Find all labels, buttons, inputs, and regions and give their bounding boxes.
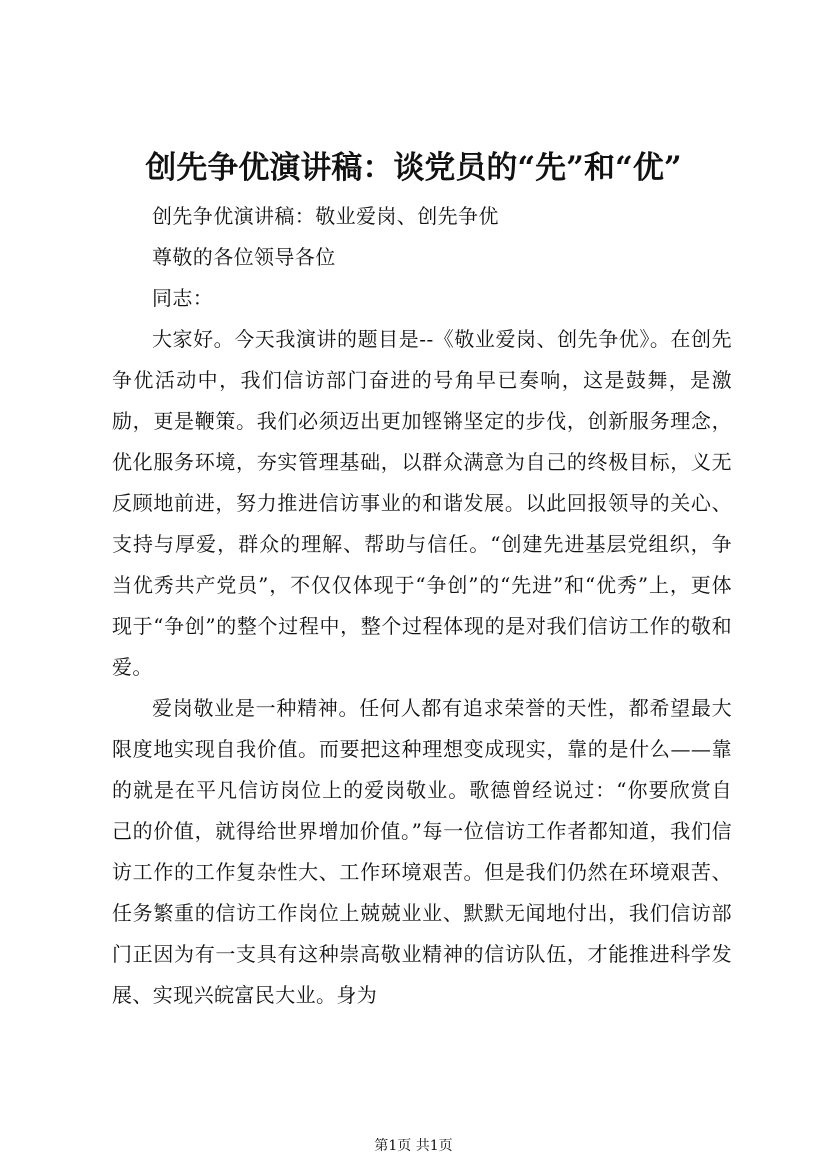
document-body (112, 196, 732, 1016)
document-title: 创先争优演讲稿：谈党员的“先”和“优” (145, 150, 682, 186)
paragraph-salutation-1: 尊敬的各位领导各位 (152, 245, 336, 269)
paragraph-1: 大家好。今天我演讲的题目是--《敬业爱岗、创先争优》。在创先争优活动中，我们信访部门奋进的号角早已奏响，这是鼓舞，是激励，更是鞭策。我们必须迈出更加铿锵坚定的步伐，创新服务理念，优化服务环境，夯实管理基础，以群众满意为自己的终极目标，义无反顾地前进，努力推进信访事业的和谐发展。以此回报领导的关心、支持与厚爱，群众的理解、帮助与信任。“创建先进基层党组织，争当优秀共产党员”，不仅仅体现于“争创”的“先进”和“优秀”上，更体现于“争创”的整个过程中，整个过程体现的是对我们信访工作的敬和爱。 (112, 327, 732, 679)
paragraph-salutation-2: 同志： (152, 286, 214, 310)
paragraph-2: 爱岗敬业是一种精神。任何人都有追求荣誉的天性，都希望最大限度地实现自我价值。而要把这种理想变成现实，靠的是什么——靠的就是在平凡信访岗位上的爱岗敬业。歌德曾经说过：“你要欣赏自己的价值，就得给世界增加价值。”每一位信访工作者都知道，我们信访工作的工作复杂性大、工作环境艰苦。但是我们仍然在环境艰苦、任务繁重的信访工作岗位上兢兢业业、默默无闻地付出，我们信访部门正因为有一支具有这种崇高敬业精神的信访队伍，才能推进科学发展、实现兴皖富民大业。身为 (112, 696, 732, 1007)
paragraph-subtitle: 创先争优演讲稿：敬业爱岗、创先争优 (152, 204, 499, 228)
page-footer: 第1页 共1页 (374, 1138, 453, 1154)
